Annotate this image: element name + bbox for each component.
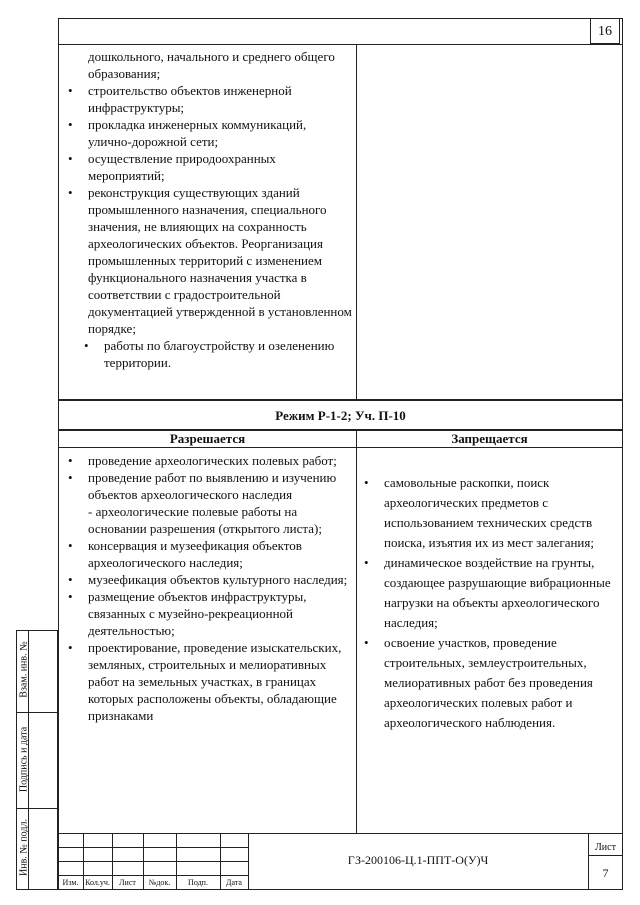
top-list-item-text: работы по благоустройству и озеленению территории. bbox=[104, 338, 335, 370]
page-number: 16 bbox=[590, 18, 620, 44]
forbidden-list-item-text: освоение участков, проведение строительных, землеустроительных, мелиоративных работ без проведения археологических полевых работ и археологического наблюдения. bbox=[384, 635, 593, 730]
stamp-doc-code: ГЗ-200106-Ц.1-ППТ-О(У)Ч bbox=[347, 853, 489, 867]
bullet-icon: • bbox=[68, 589, 73, 604]
forbidden-header: Запрещается bbox=[356, 430, 623, 448]
bullet-icon: • bbox=[84, 338, 89, 353]
top-list-item-text: прокладка инженерных коммуникаций, улично-дорожной сети; bbox=[88, 117, 307, 149]
allowed-list-item-text: размещение объектов инфраструктуры, связанных с музейно-рекреационной деятельностью; bbox=[88, 589, 307, 638]
allowed-list bbox=[62, 452, 352, 724]
bullet-icon: • bbox=[68, 117, 73, 132]
bullet-icon: • bbox=[68, 538, 73, 553]
stamp-sheet-number: 7 bbox=[602, 866, 609, 880]
bullet-icon: • bbox=[68, 185, 73, 200]
stamp-col-data: Дата bbox=[226, 878, 242, 887]
top-list-item-text: осуществление природоохранных мероприятий; bbox=[88, 151, 276, 183]
top-list-item bbox=[62, 184, 352, 337]
regime-title: Режим Р-1-2; Уч. П-10 bbox=[58, 400, 623, 430]
bullet-icon: • bbox=[68, 572, 73, 587]
allowed-list-item bbox=[62, 537, 352, 571]
allowed-list-item-text: консервация и музеефикация объектов археологического наследия; bbox=[88, 538, 302, 570]
forbidden-list-item bbox=[358, 473, 620, 553]
top-list-item bbox=[62, 337, 352, 371]
allowed-list-item bbox=[62, 469, 352, 503]
bullet-icon: • bbox=[68, 151, 73, 166]
top-list-item bbox=[62, 48, 352, 82]
stamp-col-kolich: Кол.уч. bbox=[85, 878, 110, 887]
side-label-inv: Инв. № подл. bbox=[18, 819, 30, 876]
top-list-item-text: реконструкция существующих зданий промышленного назначения, специального значения, не влияющих на сохранность археологических объектов. Реорганизация промышленных территорий с изменением функционального назначения участка в соответствии с градостроительной документацией утвержденной в установленном порядке; bbox=[88, 185, 352, 336]
allowed-list-item-text: проектирование, проведение изыскательских, земляных, строительных и мелиоративных bbox=[88, 640, 342, 672]
forbidden-list-item bbox=[358, 633, 620, 733]
top-block-left-cell bbox=[62, 48, 352, 371]
top-list-item-text: строительство объектов инженерной инфраструктуры; bbox=[88, 83, 292, 115]
side-label-podpis: Подпись и дата bbox=[18, 726, 30, 793]
bullet-icon: • bbox=[68, 83, 73, 98]
top-list-item-text: дошкольного, начального и среднего общего образования; bbox=[88, 49, 335, 81]
top-list-item bbox=[62, 82, 352, 116]
forbidden-list bbox=[358, 473, 620, 733]
bullet-icon: • bbox=[68, 470, 73, 485]
allowed-list-item bbox=[62, 571, 352, 588]
bullet-icon: • bbox=[364, 475, 369, 490]
allowed-cell bbox=[62, 452, 352, 724]
allowed-list-item-text: работ на земельных участках, в границах которых расположены объекты, обладающие признаками bbox=[88, 674, 337, 723]
stamp-col-podp: Подп. bbox=[188, 878, 208, 887]
top-list-item bbox=[62, 150, 352, 184]
forbidden-list-item-text: динамическое воздействие на грунты, создающее разрушающие вибрационные нагрузки на объекты археологического наследия; bbox=[384, 555, 611, 630]
allowed-list-item bbox=[62, 673, 352, 724]
bullet-icon: • bbox=[68, 640, 73, 655]
stamp-col-ndok: №док. bbox=[148, 878, 171, 887]
allowed-list-item bbox=[62, 588, 352, 639]
allowed-list-item-text: проведение археологических полевых работ; bbox=[88, 453, 337, 468]
top-list-item bbox=[62, 116, 352, 150]
stamp-col-list: Лист bbox=[119, 878, 136, 887]
forbidden-list-item bbox=[358, 553, 620, 633]
forbidden-cell bbox=[358, 473, 620, 733]
allowed-header: Разрешается bbox=[58, 430, 357, 448]
allowed-list-item-text: музеефикация объектов культурного наследия; bbox=[88, 572, 348, 587]
allowed-list-item-text: проведение работ по выявлению и изучению объектов археологического наследия bbox=[88, 470, 337, 502]
allowed-list-item bbox=[62, 452, 352, 469]
forbidden-list-item-text: самовольные раскопки, поиск археологических предметов с использованием технических средств поиска, изъятия их из мест залегания; bbox=[384, 475, 594, 550]
side-label-vzam: Взам. инв. № bbox=[18, 641, 30, 698]
top-list bbox=[62, 48, 352, 371]
stamp-col-izm: Изм. bbox=[62, 878, 79, 887]
bullet-icon: • bbox=[364, 635, 369, 650]
bullet-icon: • bbox=[68, 453, 73, 468]
bullet-icon: • bbox=[364, 555, 369, 570]
allowed-list-item bbox=[62, 503, 352, 537]
allowed-list-item bbox=[62, 639, 352, 673]
stamp-sheet-label: Лист bbox=[595, 842, 616, 853]
allowed-list-item-text: - археологические полевые работы на основании разрешения (открытого листа); bbox=[88, 504, 322, 536]
